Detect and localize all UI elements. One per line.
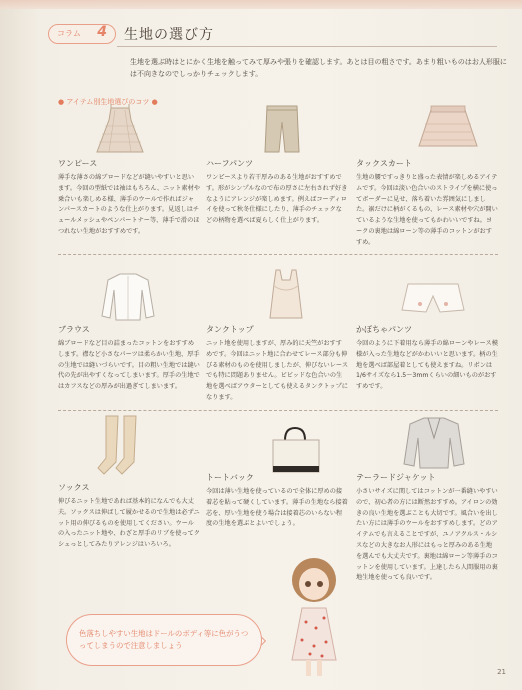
item-description: 伸びるニット生地であれば基本的になんでも大丈夫。ソックスは伸ばして履かせるので生地は必ずニット用の伸びるものを使用してください。ウールの入ったニット地や、わざと厚手のリブを使ってクシュっとしてみたりアレンジはいろいろ。: [58, 498, 200, 549]
item-name: ワンピース: [58, 159, 98, 168]
blouse-illustration: [98, 270, 158, 324]
item-name: テーラードジャケット: [356, 473, 436, 482]
top-decoration: [0, 0, 522, 9]
tuck-skirt-illustration: [413, 104, 485, 152]
intro-text: 生地を選ぶ時はとにかく生地を触ってみて厚みや張りを確認します。あとは目の粗さです。あまり粗いものはお人形服には不向きなのでしっかりチェックします。: [130, 58, 507, 78]
badge-label: コラム: [57, 29, 81, 38]
item-name: ソックス: [58, 483, 90, 492]
item-description: 小さいサイズに関してはコットンが一番縫いやすいので、初心者の方には断然おすすめ。アイロンの効きの良い生地を選ぶことも大切です。風合いを出したい方には薄手のウールをおすすめします。どのアイテムでも言えることですが、ユノアクルス・ルシスなどの大きなお人形にはもっと厚みのある生地を選んでも大丈夫です。裏地は綿ローン等薄手のコットンを使用しています。上達したら人間服用の裏地生地を使っても良いです。: [356, 488, 498, 582]
title-divider: [117, 46, 497, 47]
item-description: 生地の腰ですっきりと盛った表情が楽しめるアイテムです。今回は淡い色合いのストライプを横に使ってボーダーに見せ、落ち着いた雰囲気にしました。裾だけに柄がくるもの、レース素材や穴が開いているような生地を使ってもかわいいですね。ヨークの裏地は綿ローン等の薄手のコットンがおすすめ。: [356, 174, 498, 246]
dress-illustration: [85, 104, 155, 156]
bloomers-illustration: [398, 278, 468, 318]
item-name: タンクトップ: [206, 325, 254, 334]
item-blouse: [58, 324, 200, 393]
half-pants-illustration: [253, 100, 313, 158]
page-title: 生地の選び方: [124, 27, 214, 43]
item-name: かぼちゃパンツ: [356, 325, 412, 334]
badge-number: 4: [97, 24, 107, 40]
section-heading: ● アイテム別生地選びのコツ ●: [58, 98, 158, 106]
item-bloomers: [356, 324, 498, 393]
page-number: 21: [497, 668, 506, 676]
item-description: 今回は薄い生地を使っているので全体に厚めの接着芯を貼って硬くしています。薄手の生地なら接着芯を、厚い生地を使う場合は接着芯のいらない程度の生地を選ぶとよいでしょう。: [206, 488, 348, 528]
item-name: ハーフパンツ: [206, 159, 253, 168]
item-description: 今回のように下着用なら薄手の綿ローンやレース模様が入った生地などがかわいいと思います。柄の生地を選べば部屋着としても使えますね。リボンは1/6サイズなら1.5〜3mmくらいの細いものがおすすめです。: [356, 340, 498, 391]
item-tailored-jacket: [356, 472, 498, 584]
row-divider: [58, 410, 498, 411]
item-description: ワンピースより若干厚みのある生地がおすすめです。形がシンプルなので布の厚さに左右されず好きなようにアレンジが楽しめます。例えばコーディロイを使って秋冬仕様にしたり、薄手のチェックなどの柄物を選べば夏らしく仕上がります。: [206, 174, 348, 225]
column-badge: [48, 24, 116, 44]
item-tote-bag: [206, 472, 348, 530]
tote-bag-illustration: [265, 426, 327, 474]
doll-illustration: [282, 556, 346, 680]
row-divider: [58, 254, 498, 255]
item-socks: [58, 482, 200, 551]
item-description: 綿ブロードなど目の詰まったコットンをおすすめします。襟など小さなパーツは柔らかい生地、厚手の生地では縫いづらいです。目の粗い生地では縫い代の先が出やすくなってしまいます。厚手の生地ではカフスなどの厚みが出過ぎてしまいます。: [58, 340, 200, 391]
item-name: タックスカート: [356, 159, 412, 168]
item-description: ニット地を使用しますが、厚み的に天竺がおすすめです。今回はニット地に合わせてレース部分も伸びる素材のものを使用しましたが、伸びないレースでも特に問題ありません。ビビッドな色合いの生地を選べばアウターとしても使えるタンクトップになります。: [206, 340, 349, 401]
item-description: 薄手な薄さの綿ブロードなどが縫いやすいと思います。今回の型紙では袖はもちろん、ニット素材や乗合いも楽しめる様、薄手のウールで作ればジャンパースカートのような仕上がります。見返しはチュールメッシュやペンパートナー等、薄手で滑のほつれない生地がおすすめです。: [58, 174, 200, 235]
item-half-pants: [206, 158, 348, 227]
item-one-piece: [58, 158, 200, 238]
item-name: トートバック: [206, 473, 254, 482]
tank-top-illustration: [262, 266, 310, 322]
item-tank-top: [206, 324, 348, 404]
tailored-jacket-illustration: [402, 414, 468, 470]
note-bubble: 色落ちしやすい生地はドールのボディ等に色がうつってしまうので注意しましょう: [66, 614, 262, 666]
socks-illustration: [96, 414, 146, 482]
item-name: ブラウス: [58, 325, 90, 334]
item-tuck-skirt: [356, 158, 498, 249]
